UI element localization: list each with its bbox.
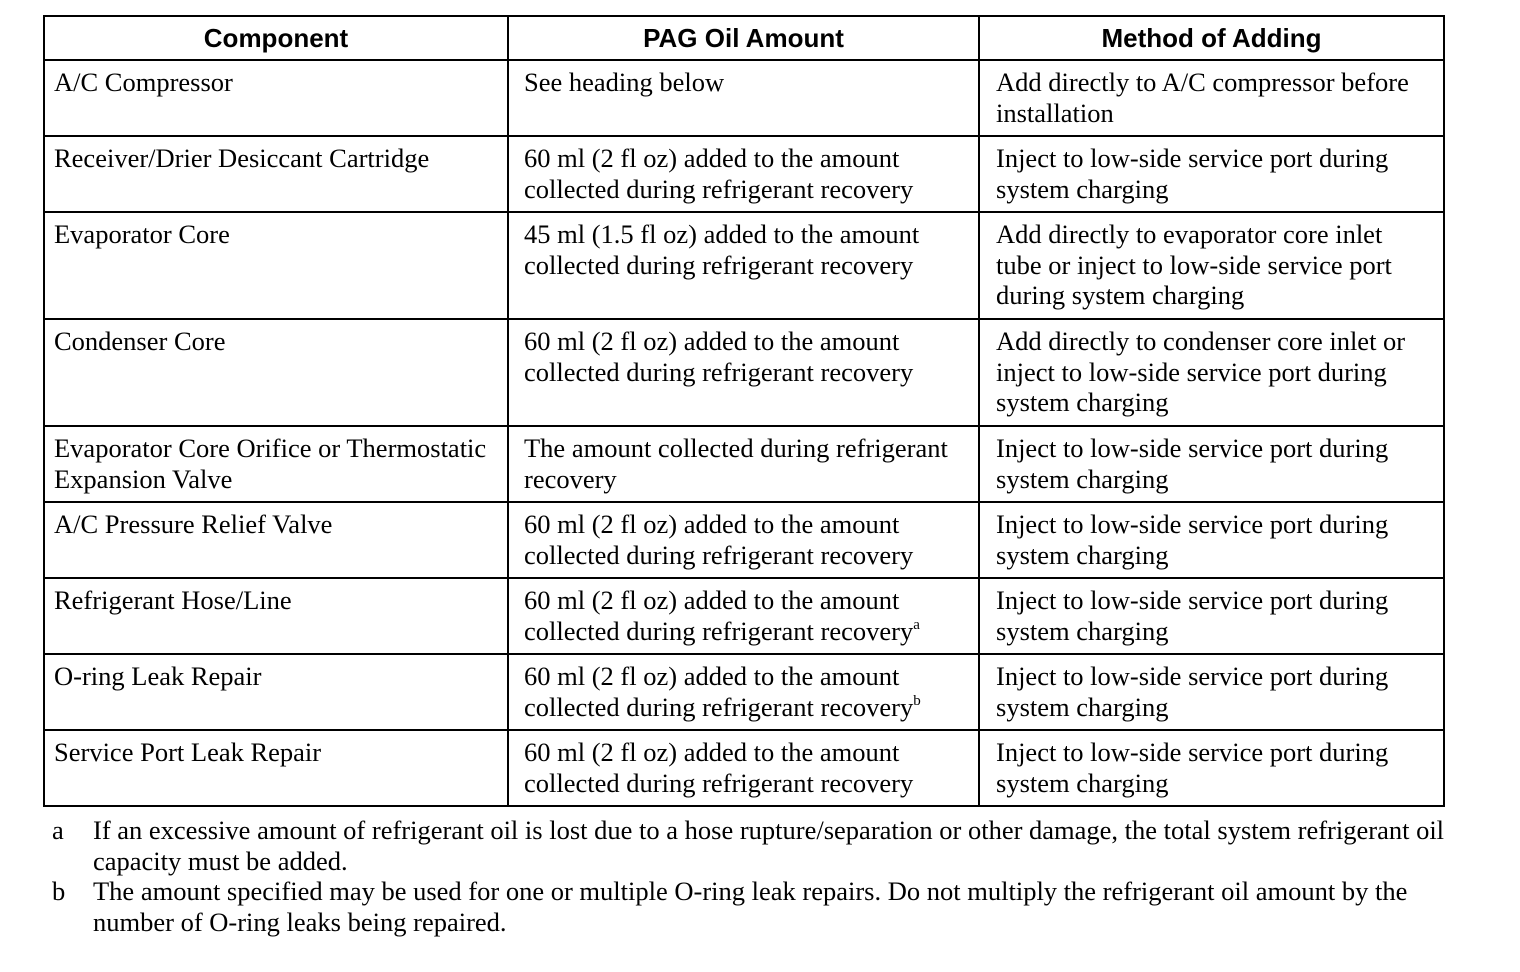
table-row — [44, 212, 1444, 319]
footnote-b — [52, 876, 1452, 937]
amount-text: 60 ml (2 fl oz) added to the amount collected during refrigerant recovery — [524, 661, 914, 722]
cell-component: A/C Pressure Relief Valve — [44, 502, 508, 578]
amount-text: 60 ml (2 fl oz) added to the amount collected during refrigerant recovery — [524, 509, 914, 570]
cell-amount — [508, 502, 979, 578]
cell-method: Inject to low-side service port during system charging — [979, 578, 1444, 654]
cell-amount — [508, 212, 979, 319]
amount-text: See heading below — [524, 67, 725, 97]
header-component: Component — [44, 16, 508, 60]
footnote-marker-b: b — [913, 692, 921, 709]
amount-text: 60 ml (2 fl oz) added to the amount collected during refrigerant recovery — [524, 143, 914, 204]
header-method-of-adding: Method of Adding — [979, 16, 1444, 60]
header-pag-oil-amount: PAG Oil Amount — [508, 16, 979, 60]
cell-method: Inject to low-side service port during system charging — [979, 654, 1444, 730]
cell-amount — [508, 578, 979, 654]
pag-oil-table-container — [43, 15, 1443, 807]
cell-method: Add directly to condenser core inlet or inject to low-side service port during system charging — [979, 319, 1444, 426]
cell-method: Inject to low-side service port during system charging — [979, 730, 1444, 806]
table-row — [44, 502, 1444, 578]
footnote-marker-a: a — [913, 616, 920, 633]
cell-method: Add directly to A/C compressor before installation — [979, 60, 1444, 136]
footnote-text: The amount specified may be used for one or multiple O-ring leak repairs. Do not multiply the refrigerant oil amount by the number of O-ring leaks being repaired. — [93, 876, 1408, 937]
cell-method: Inject to low-side service port during system charging — [979, 136, 1444, 212]
cell-method: Inject to low-side service port during system charging — [979, 502, 1444, 578]
amount-text: 60 ml (2 fl oz) added to the amount collected during refrigerant recovery — [524, 737, 914, 798]
table-row — [44, 136, 1444, 212]
table-row — [44, 654, 1444, 730]
table-row — [44, 426, 1444, 502]
cell-amount — [508, 319, 979, 426]
cell-method: Add directly to evaporator core inlet tube or inject to low-side service port during system charging — [979, 212, 1444, 319]
amount-text: The amount collected during refrigerant recovery — [524, 433, 948, 494]
cell-amount — [508, 654, 979, 730]
amount-text: 45 ml (1.5 fl oz) added to the amount collected during refrigerant recovery — [524, 219, 920, 280]
footnote-letter: a — [52, 815, 64, 845]
footnote-a — [52, 815, 1452, 876]
footnote-text: If an excessive amount of refrigerant oil is lost due to a hose rupture/separation or other damage, the total system refrigerant oil capacity must be added. — [93, 815, 1445, 876]
cell-component: Service Port Leak Repair — [44, 730, 508, 806]
table-header-row — [44, 16, 1444, 60]
cell-component: A/C Compressor — [44, 60, 508, 136]
cell-component: O-ring Leak Repair — [44, 654, 508, 730]
table-row — [44, 60, 1444, 136]
pag-oil-table — [43, 15, 1445, 807]
cell-component: Evaporator Core — [44, 212, 508, 319]
footnote-letter: b — [52, 876, 66, 906]
cell-component: Receiver/Drier Desiccant Cartridge — [44, 136, 508, 212]
footnotes — [52, 815, 1452, 937]
cell-method: Inject to low-side service port during system charging — [979, 426, 1444, 502]
cell-component: Refrigerant Hose/Line — [44, 578, 508, 654]
amount-text: 60 ml (2 fl oz) added to the amount collected during refrigerant recovery — [524, 585, 914, 646]
amount-text: 60 ml (2 fl oz) added to the amount collected during refrigerant recovery — [524, 326, 914, 387]
cell-amount — [508, 426, 979, 502]
cell-component: Condenser Core — [44, 319, 508, 426]
table-row — [44, 578, 1444, 654]
table-row — [44, 319, 1444, 426]
cell-amount — [508, 60, 979, 136]
cell-amount — [508, 730, 979, 806]
cell-amount — [508, 136, 979, 212]
table-row — [44, 730, 1444, 806]
cell-component: Evaporator Core Orifice or Thermostatic Expansion Valve — [44, 426, 508, 502]
